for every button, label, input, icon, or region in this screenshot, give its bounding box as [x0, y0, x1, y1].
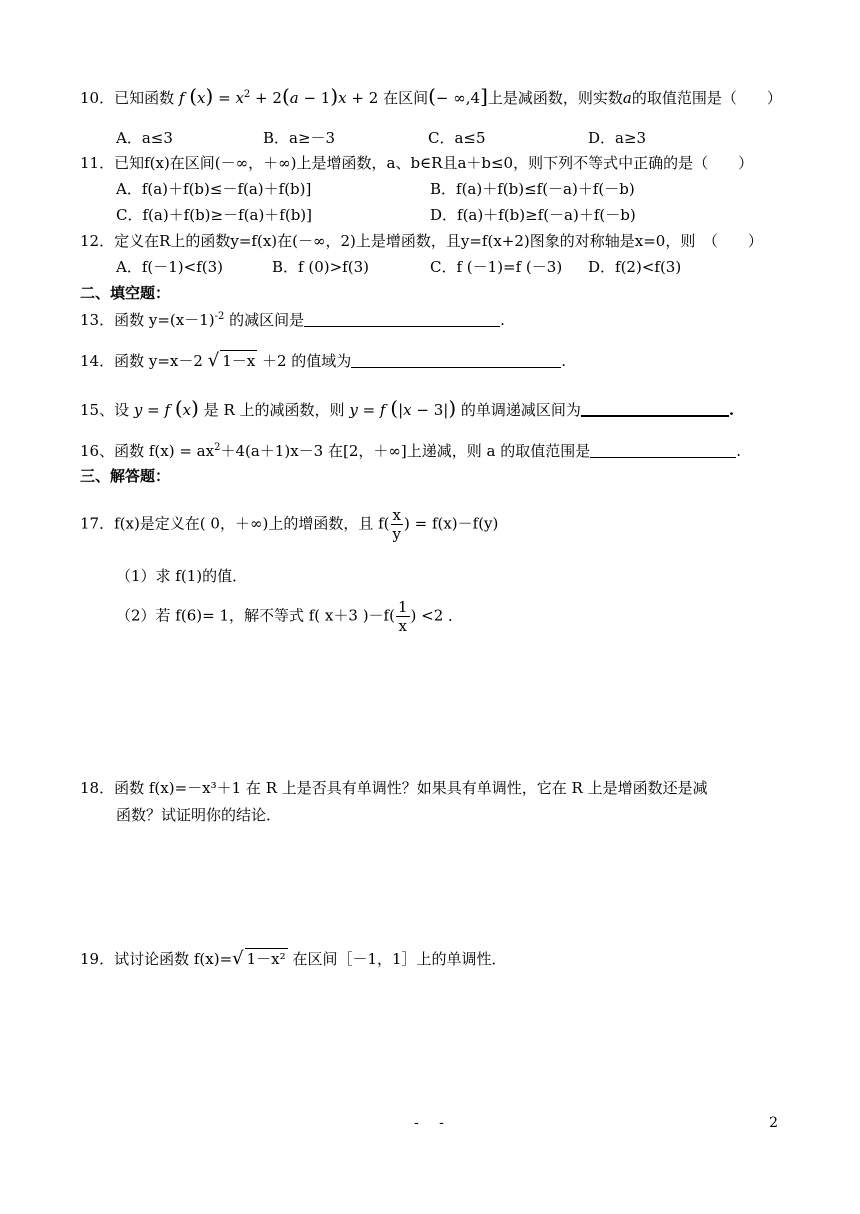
question-number: 16、: [80, 442, 115, 460]
question-14: [80, 350, 566, 371]
denominator: x: [398, 617, 407, 635]
question-text: 的取值范围是（ ）: [631, 89, 782, 107]
page-number: 2: [769, 1115, 778, 1131]
question-19: [80, 948, 507, 969]
question-text: （2）若 f(6)= 1，解不等式 f( x＋3 )－f(: [116, 606, 395, 625]
question-18: [80, 778, 708, 798]
option-a: A．f(a)＋f(b)≤－f(a)＋f(b)]: [116, 180, 312, 198]
answer-blank[interactable]: [304, 312, 500, 327]
exponent: -2: [214, 311, 225, 322]
fraction: [391, 506, 403, 543]
answer-blank[interactable]: [590, 443, 736, 458]
question-text: 函数 f(x) = ax: [114, 442, 215, 460]
question-number: 19．: [80, 950, 115, 968]
question-16: [80, 441, 741, 461]
question-number: 14．: [80, 352, 115, 370]
section-heading-solve: 三、解答题：: [80, 467, 171, 485]
question-text: 的减区间是: [229, 311, 305, 329]
question-number: 15、: [80, 401, 115, 419]
period: .: [728, 401, 735, 419]
question-number: 13．: [80, 311, 115, 329]
question-number: 17．: [80, 514, 115, 533]
question-text: 已知f(x)在区间(－∞，＋∞)上是增函数，a、b∈R且a＋b≤0，则下列不等式中正确的是（ ）: [114, 154, 754, 172]
period: .: [500, 311, 505, 329]
formula: f $(x) = x^2 + 2(a - 1)x + 2$: [178, 84, 379, 108]
question-text: 函数 y=x－2: [114, 352, 203, 370]
numerator: x: [391, 506, 403, 525]
question-text: 上是减函数，则实数: [487, 89, 623, 107]
question-15: [80, 398, 734, 420]
option-c: C．a≤5: [428, 129, 486, 147]
numerator: 1: [397, 598, 408, 616]
answer-blank[interactable]: [581, 401, 729, 417]
option-c: C．f(a)＋f(b)≥－f(a)＋f(b)]: [116, 206, 313, 224]
formula: y = f (x): [133, 396, 199, 420]
interval: (: [428, 84, 436, 108]
answer-blank[interactable]: [351, 353, 561, 368]
question-text: 在区间: [383, 89, 429, 107]
question-text: 已知函数: [114, 89, 175, 107]
question-text: 试讨论函数 f(x)=: [114, 950, 233, 968]
denominator: y: [392, 525, 401, 543]
question-number: 11．: [80, 154, 115, 172]
question-10: 10．已知函数 f $(x) = x^2 + 2(a - 1)x + 2$ 在区间(− ∞,4]上是减函数，则实数a的取值范围是（ ）: [80, 84, 782, 108]
question-number: 12．: [80, 232, 115, 250]
question-text: 函数 y=(x－1): [114, 311, 215, 329]
question-text: 设: [114, 401, 130, 419]
footer-dots: - -: [414, 1115, 452, 1131]
question-text: ＋2 的值域为: [261, 352, 352, 370]
question-number: 18．: [80, 779, 115, 797]
option-a: A．a≤3: [116, 129, 173, 147]
question-number: 10．: [80, 89, 115, 107]
question-text: ) <2 ．: [410, 606, 464, 625]
question-text: ＋4(a＋1)x－3 在[2，＋∞]上递减，则 a 的取值范围是: [220, 442, 591, 460]
question-11: [80, 153, 753, 173]
question-text: ) = f(x)－f(y): [403, 514, 499, 533]
radicand: 1－x: [222, 352, 256, 370]
option-c: C．f (－1)=f (－3): [430, 258, 563, 276]
option-d: D．f(a)＋f(b)≥f(－a)＋f(－b): [430, 206, 636, 224]
formula: y = f (|x − 3|): [349, 396, 457, 420]
fraction: [396, 598, 410, 635]
subquestion-2: [116, 598, 463, 635]
question-text: 函数 f(x)=－x³＋1 在 R 上是否具有单调性？如果具有单调性，它在 R 上是增函数还是减: [114, 779, 708, 797]
option-a: A．f(－1)<f(3): [116, 258, 223, 276]
question-text: f(x)是定义在( 0，＋∞)上的增函数，且 f(: [114, 514, 390, 533]
period: .: [561, 352, 567, 370]
subquestion-1: （1）求 f(1)的值．: [116, 567, 248, 585]
period: .: [736, 442, 741, 460]
question-text: 定义在R上的函数y=f(x)在(－∞，2)上是增函数，且y=f(x+2)图象的对称轴是x=0，则 （ ）: [114, 232, 763, 250]
option-d: D．f(2)<f(3): [588, 258, 682, 276]
radical-sign: √: [232, 948, 244, 969]
question-12: [80, 231, 763, 251]
option-b: B．a≥－3: [263, 129, 336, 147]
section-heading-fill-in: 二、填空题：: [80, 284, 171, 302]
option-d: D．a≥3: [588, 129, 647, 147]
question-18-continued: 函数？试证明你的结论．: [116, 806, 282, 824]
question-text: 在区间［－1，1］上的单调性．: [287, 950, 507, 968]
question-text: 的单调递减区间为: [460, 401, 581, 419]
option-b: B．f(a)＋f(b)≤f(－a)＋f(－b): [430, 180, 635, 198]
question-13: [80, 310, 505, 330]
question-text: 是 R 上的减函数，则: [203, 401, 345, 419]
exponent: 2: [214, 442, 221, 453]
radicand: 1－x²: [246, 950, 286, 968]
option-b: B．f (0)>f(3): [272, 258, 369, 276]
question-17: [80, 506, 498, 543]
radical-sign: √: [207, 350, 220, 371]
